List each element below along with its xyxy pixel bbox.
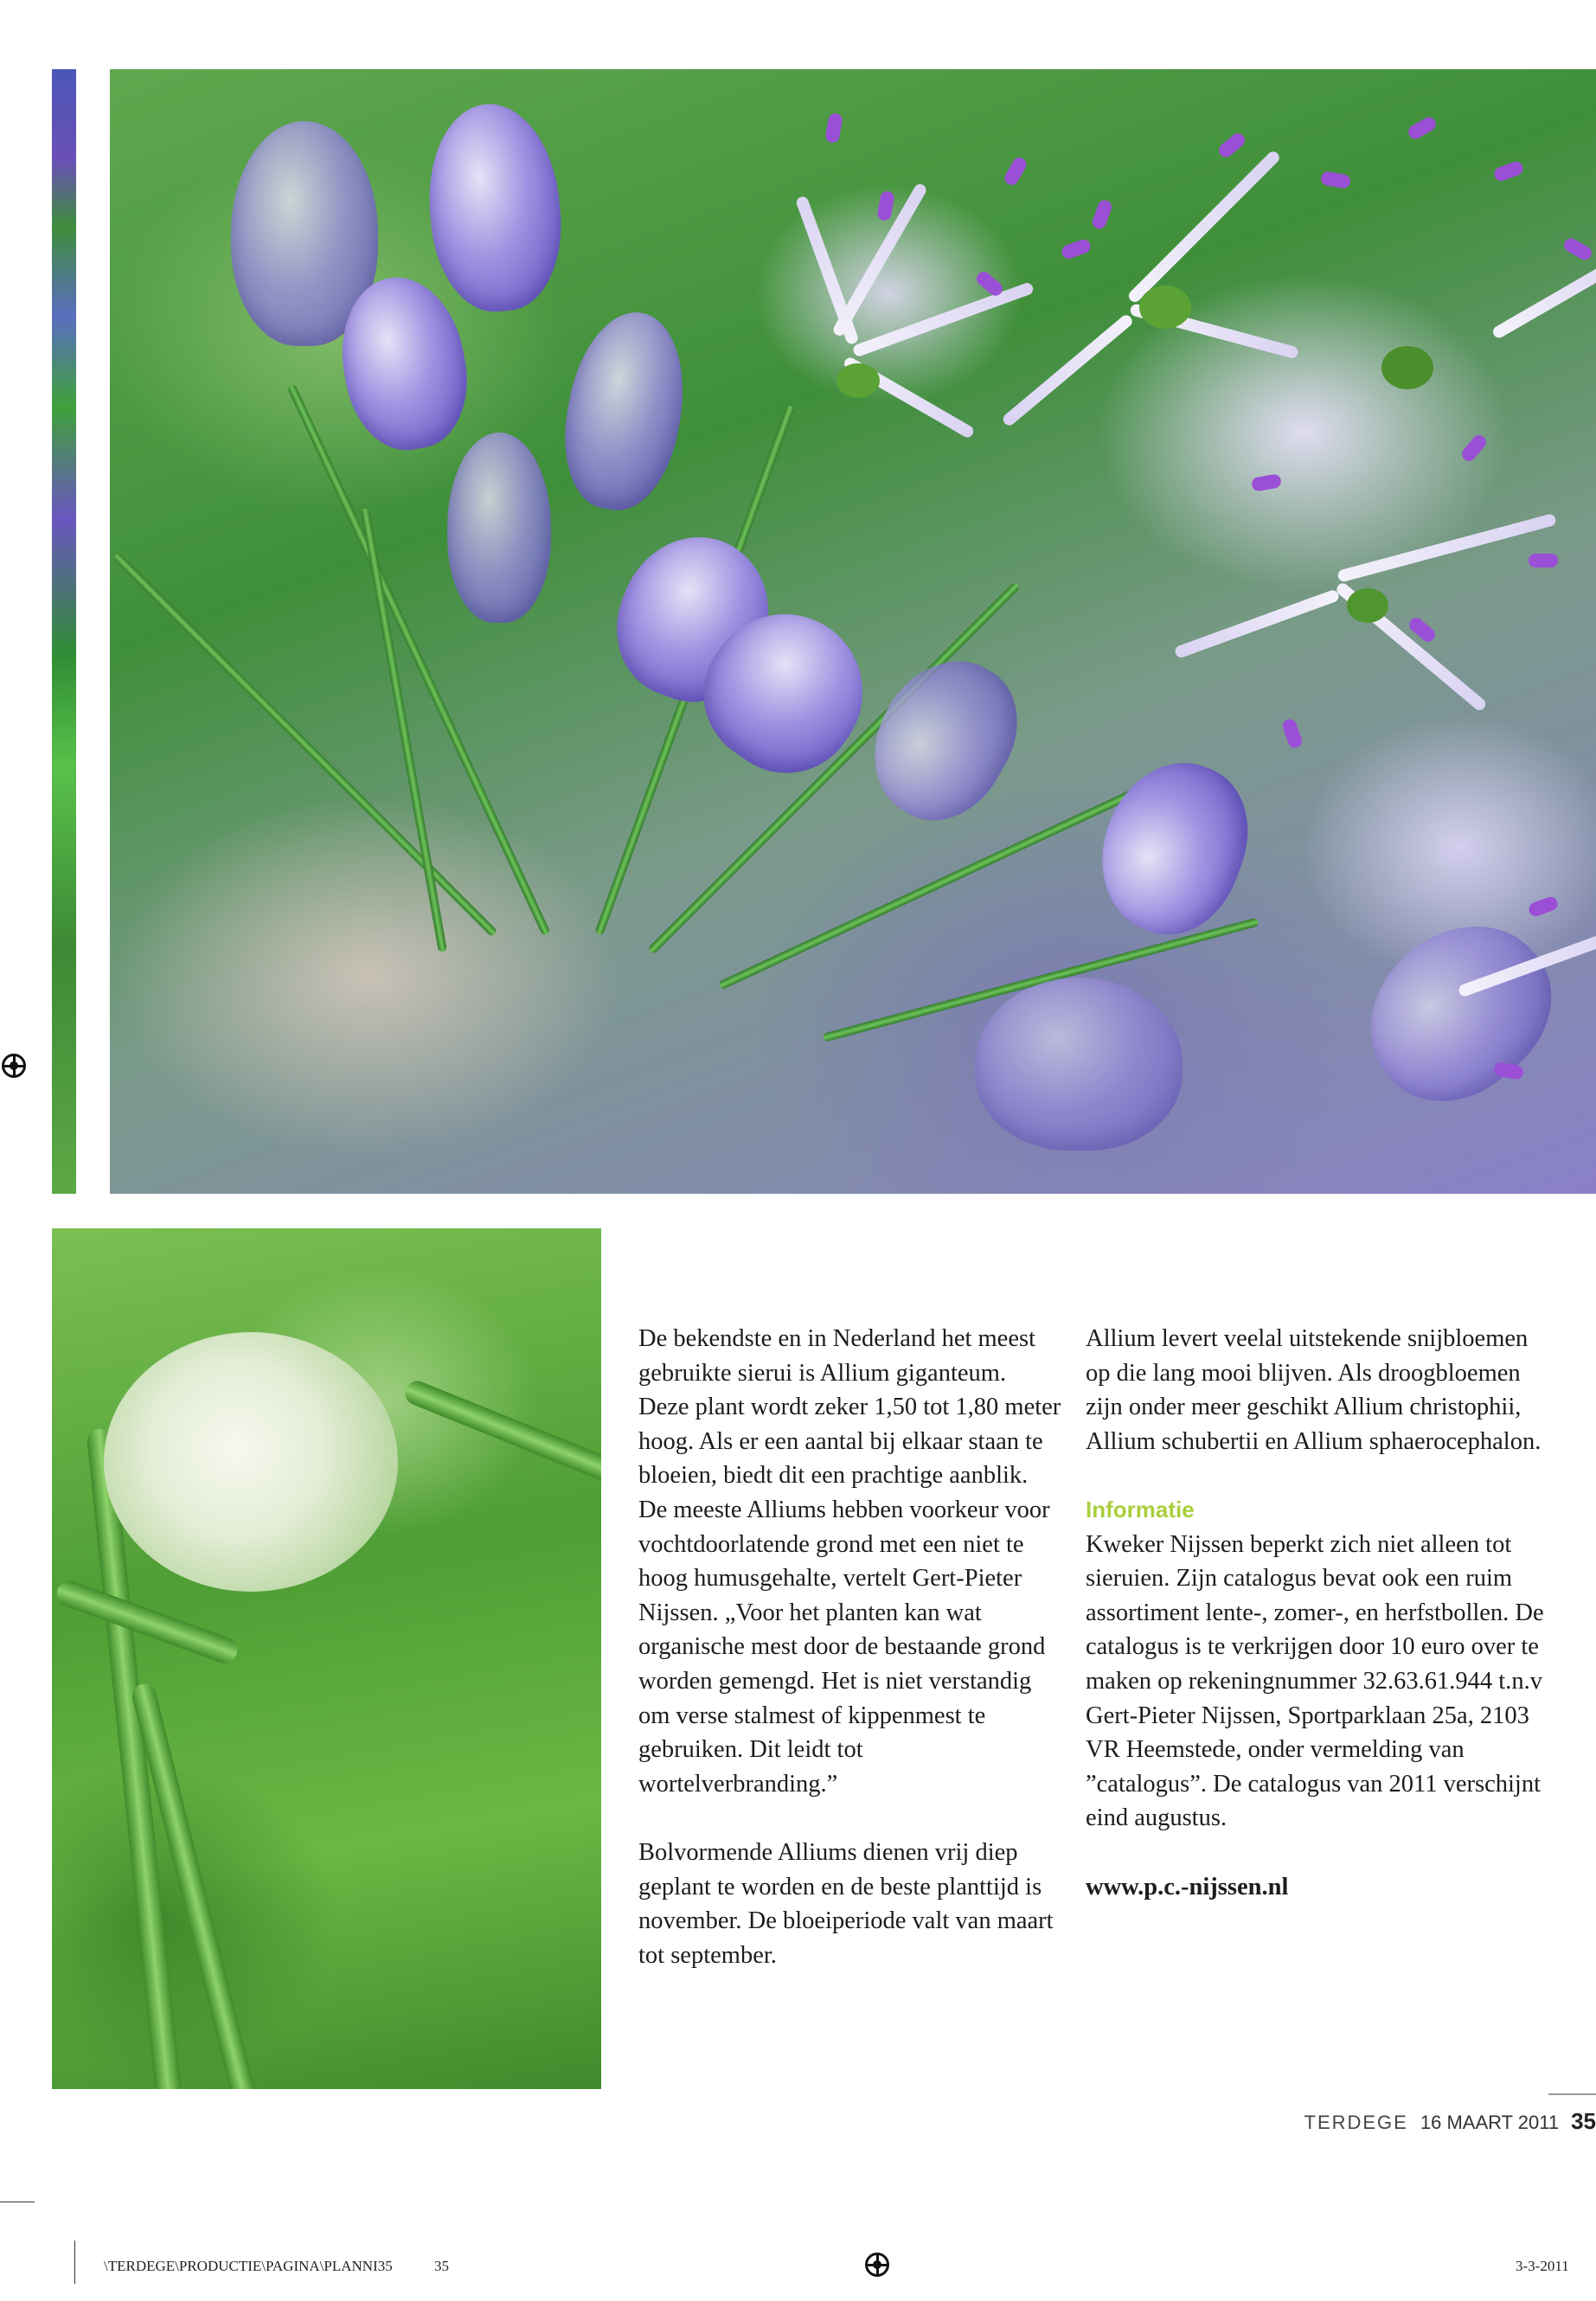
paragraph: Bolvormende Alliums dienen vrij diep geplant te worden en de beste planttijd is november. De bloeiperiode valt van maart tot september. bbox=[638, 1838, 1054, 1969]
slug-date: 3-3-2011 bbox=[1516, 2258, 1569, 2274]
magazine-name: TERDEGE bbox=[1304, 2112, 1408, 2133]
website-link[interactable]: www.p.c.-nijssen.nl bbox=[1086, 1873, 1289, 1900]
corner-decoration bbox=[1548, 2024, 1596, 2095]
print-slug bbox=[0, 2249, 1596, 2284]
allium-hero-photo bbox=[110, 69, 1596, 1194]
slug-page: 35 bbox=[434, 2258, 449, 2274]
article-column-1 bbox=[638, 1322, 1062, 1972]
info-heading: Informatie bbox=[1086, 1496, 1195, 1522]
paragraph: De meeste Alliums hebben voorkeur voor vochtdoorlatende grond met een niet te hoog humusgehalte, vertelt Gert-Pieter Nijssen. „Voor het planten kan wat organische mest door de bestaande grond worden gemengd. Het is niet verstandig om verse stalmest of kippenmest te gebruiken. Dit leidt tot wortelverbranding.” bbox=[638, 1496, 1050, 1798]
article-column-2 bbox=[1086, 1322, 1553, 1904]
paragraph: De bekendste en in Nederland het meest gebruikte sierui is Allium giganteum. Deze plant wordt zeker 1,50 tot 1,80 meter hoog. Als er een aantal bij elkaar staan te bloeien, biedt dit een prachtige aanblik. bbox=[638, 1325, 1061, 1490]
registration-mark-icon bbox=[2, 1054, 26, 1078]
page-footer bbox=[1304, 2108, 1596, 2143]
issue-date: 16 MAART 2011 bbox=[1420, 2112, 1560, 2133]
adjacent-photo-edge bbox=[52, 69, 76, 1194]
page-number: 35 bbox=[1571, 2108, 1596, 2134]
allium-secondary-photo bbox=[52, 1228, 601, 2089]
paragraph: Allium levert veelal uitstekende snijbloemen op die lang mooi blijven. Als droogbloemen zijn onder meer geschikt Allium christophii, Allium schubertii en Allium sphaerocephalon. bbox=[1086, 1325, 1542, 1455]
registration-mark-icon bbox=[865, 2253, 889, 2277]
paragraph: Kweker Nijssen beperkt zich niet alleen tot sieruien. Zijn catalogus bevat ook een ruim assortiment lente-, zomer-, en herfstbollen. De catalogus is te verkrijgen door 10 euro over te maken op rekeningnummer 32.63.61.944 t.n.v Gert-Pieter Nijssen, Sportparklaan 25a, 2103 VR Heemstede, onder vermelding van ”catalogus”. De catalogus van 2011 verschijnt eind augustus. bbox=[1086, 1530, 1544, 1832]
flower-head bbox=[104, 1332, 398, 1592]
slug-path: \TERDEGE\PRODUCTIE\PAGINA\PLANNI35 bbox=[104, 2258, 393, 2274]
